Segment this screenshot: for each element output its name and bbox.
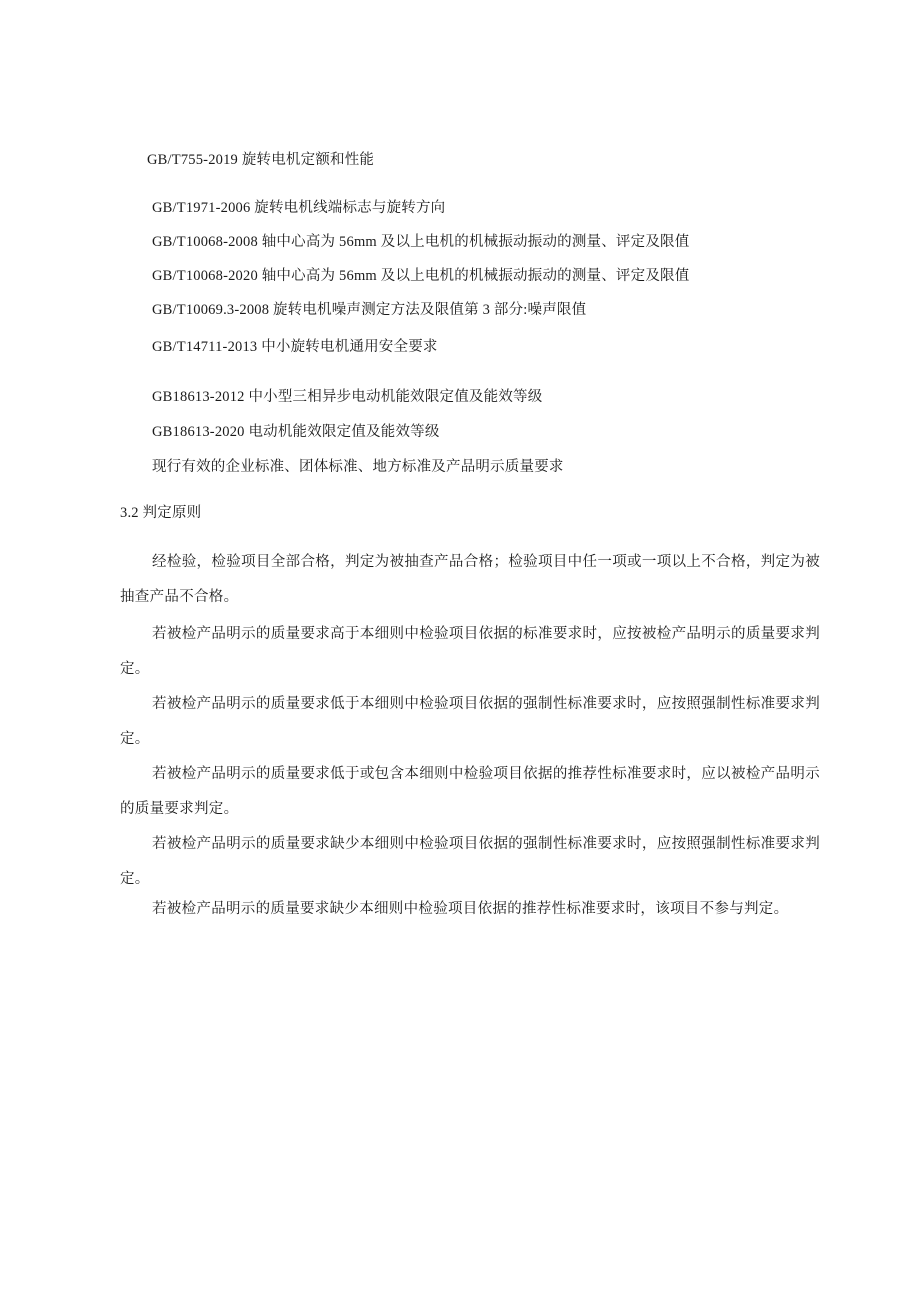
standard-item: GB18613-2012 中小型三相异步电动机能效限定值及能效等级 [152,389,543,405]
judgement-paragraph: 若被检产品明示的质量要求缺少本细则中检验项目依据的推荐性标准要求时，该项目不参与判定。 [152,901,789,917]
standard-item: GB18613-2020 电动机能效限定值及能效等级 [152,424,440,440]
section-heading: 3.2 判定原则 [120,505,202,521]
standard-item: GB/T14711-2013 中小旋转电机通用安全要求 [152,339,438,355]
standard-item: GB/T1971-2006 旋转电机线端标志与旋转方向 [152,200,446,216]
judgement-paragraph: 若被检产品明示的质量要求低于本细则中检验项目依据的强制性标准要求时，应按照强制性标准要求判定。 [120,696,820,747]
standard-item: GB/T10068-2008 轴中心高为 56mm 及以上电机的机械振动振动的测量、评定及限值 [152,234,690,250]
judgement-paragraph: 若被检产品明示的质量要求高于本细则中检验项目依据的标准要求时，应按被检产品明示的质量要求判定。 [120,626,820,677]
standard-item: GB/T10069.3-2008 旋转电机噪声测定方法及限值第 3 部分:噪声限值 [152,302,587,318]
standard-item: GB/T755-2019 旋转电机定额和性能 [147,152,375,168]
judgement-paragraph: 经检验，检验项目全部合格，判定为被抽查产品合格；检验项目中任一项或一项以上不合格，判定为被抽查产品不合格。 [120,554,820,605]
standard-item: 现行有效的企业标准、团体标准、地方标准及产品明示质量要求 [152,459,564,475]
judgement-paragraph: 若被检产品明示的质量要求缺少本细则中检验项目依据的强制性标准要求时，应按照强制性标准要求判定。 [120,836,820,887]
judgement-paragraph: 若被检产品明示的质量要求低于或包含本细则中检验项目依据的推荐性标准要求时，应以被检产品明示的质量要求判定。 [120,766,820,817]
standard-item: GB/T10068-2020 轴中心高为 56mm 及以上电机的机械振动振动的测量、评定及限值 [152,268,690,284]
